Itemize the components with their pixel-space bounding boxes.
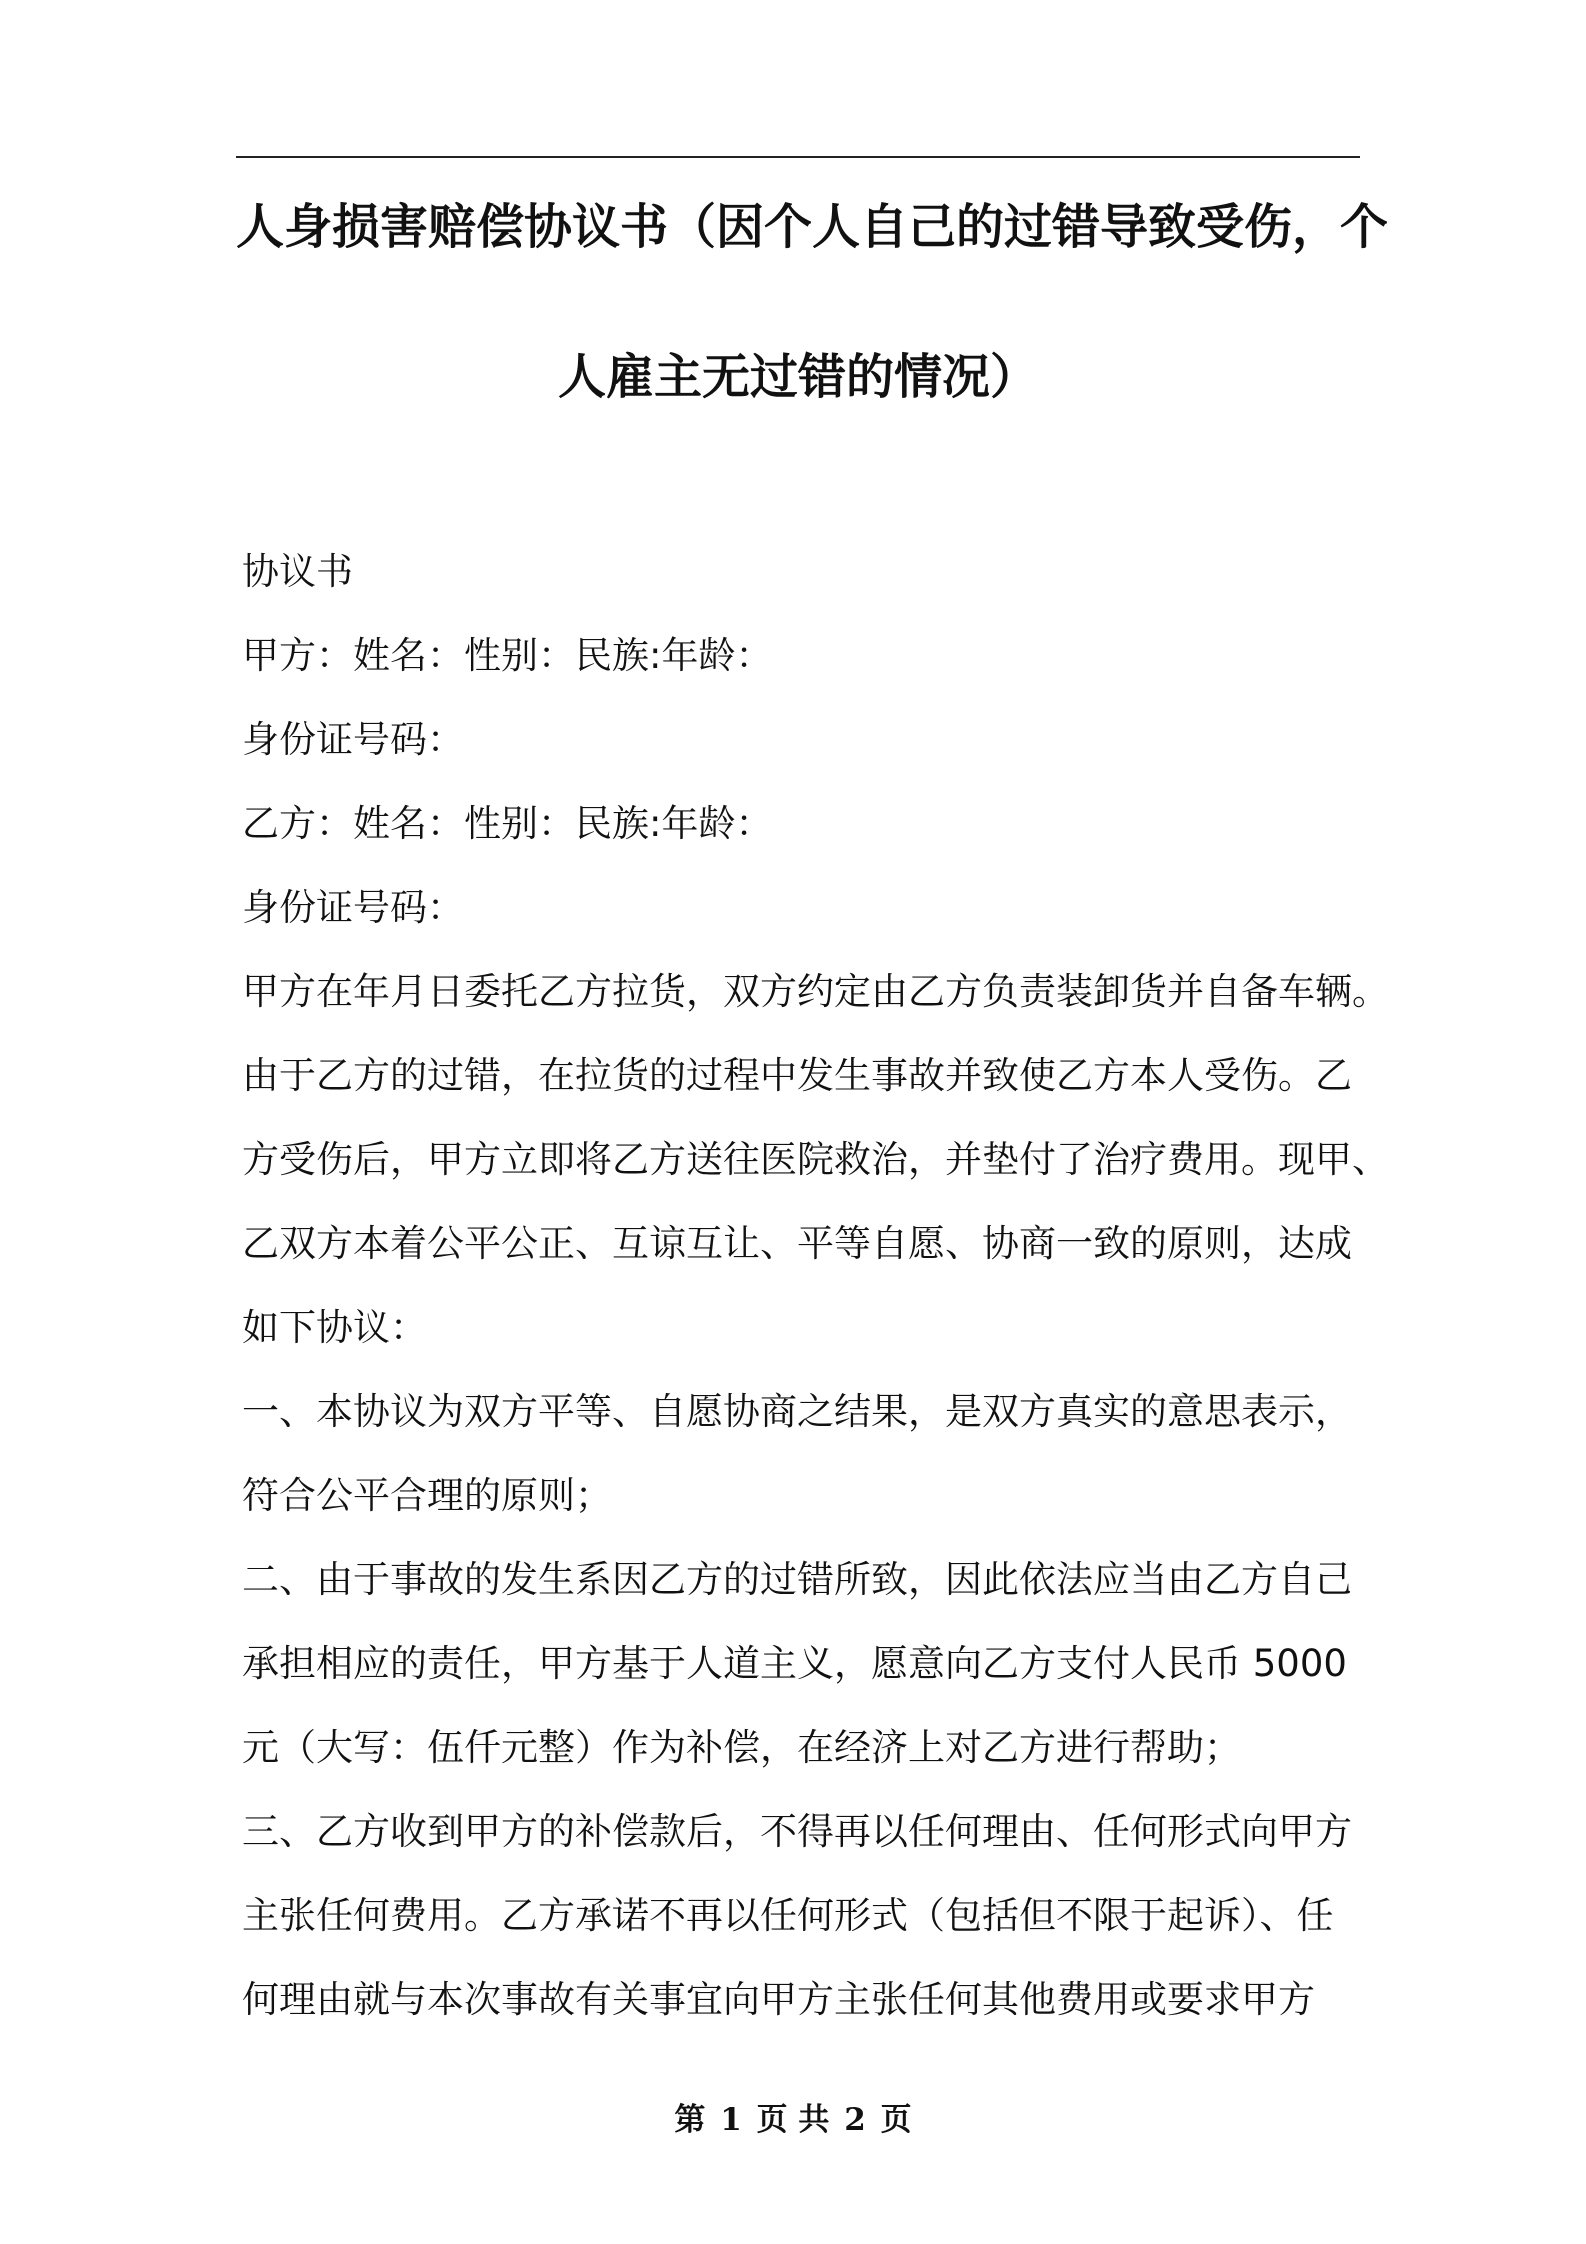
body-line-16: 三、乙方收到甲方的补偿款后，不得再以任何理由、任何形式向甲方 — [242, 1810, 1352, 1853]
document-body — [242, 530, 1389, 2042]
body-line-13: 二、由于事故的发生系因乙方的过错所致，因此依法应当由乙方自己 — [242, 1558, 1352, 1601]
footer-prefix: 第 — [674, 2102, 706, 2138]
body-line-7: 由于乙方的过错，在拉货的过程中发生事故并致使乙方本人受伤。乙 — [242, 1054, 1352, 1097]
footer-current-page: 1 — [720, 2102, 742, 2138]
body-line-11: 一、本协议为双方平等、自愿协商之结果，是双方真实的意思表示， — [242, 1390, 1352, 1433]
body-line-12: 符合公平合理的原则； — [242, 1474, 612, 1517]
body-line-9: 乙双方本着公平公正、互谅互让、平等自愿、协商一致的原则，达成 — [242, 1222, 1352, 1265]
body-line-14: 承担相应的责任，甲方基于人道主义，愿意向乙方支付人民币 5000 — [242, 1642, 1347, 1685]
title-line-1: 人身损害赔偿协议书（因个人自己的过错导致受伤，个 — [236, 199, 1389, 255]
body-line-8: 方受伤后，甲方立即将乙方送往医院救治，并垫付了治疗费用。现甲、 — [242, 1138, 1389, 1181]
body-line-party-a: 甲方：姓名：性别：民族:年龄： — [242, 634, 773, 677]
footer-suffix: 页 — [880, 2102, 912, 2138]
title-line-2: 人雇主无过错的情况） — [557, 349, 1038, 405]
body-line-17: 主张任何费用。乙方承诺不再以任何形式（包括但不限于起诉）、任 — [242, 1894, 1334, 1937]
body-line-party-a-id: 身份证号码： — [242, 718, 464, 761]
footer-total-pages: 2 — [844, 2102, 866, 2138]
footer-middle: 页 共 — [756, 2102, 830, 2138]
body-line-party-b: 乙方：姓名：性别：民族:年龄： — [242, 802, 773, 845]
body-line-party-b-id: 身份证号码： — [242, 886, 464, 929]
body-line-10: 如下协议： — [242, 1306, 427, 1349]
page-footer — [0, 2100, 1586, 2140]
body-line-15: 元（大写：伍仟元整）作为补偿，在经济上对乙方进行帮助； — [242, 1726, 1241, 1769]
body-line-6: 甲方在年月日委托乙方拉货，双方约定由乙方负责装卸货并自备车辆。 — [242, 970, 1389, 1013]
body-line-18: 何理由就与本次事故有关事宜向甲方主张任何其他费用或要求甲方 — [242, 1978, 1315, 2021]
document-title — [236, 199, 1389, 452]
body-line-heading: 协议书 — [242, 550, 353, 593]
